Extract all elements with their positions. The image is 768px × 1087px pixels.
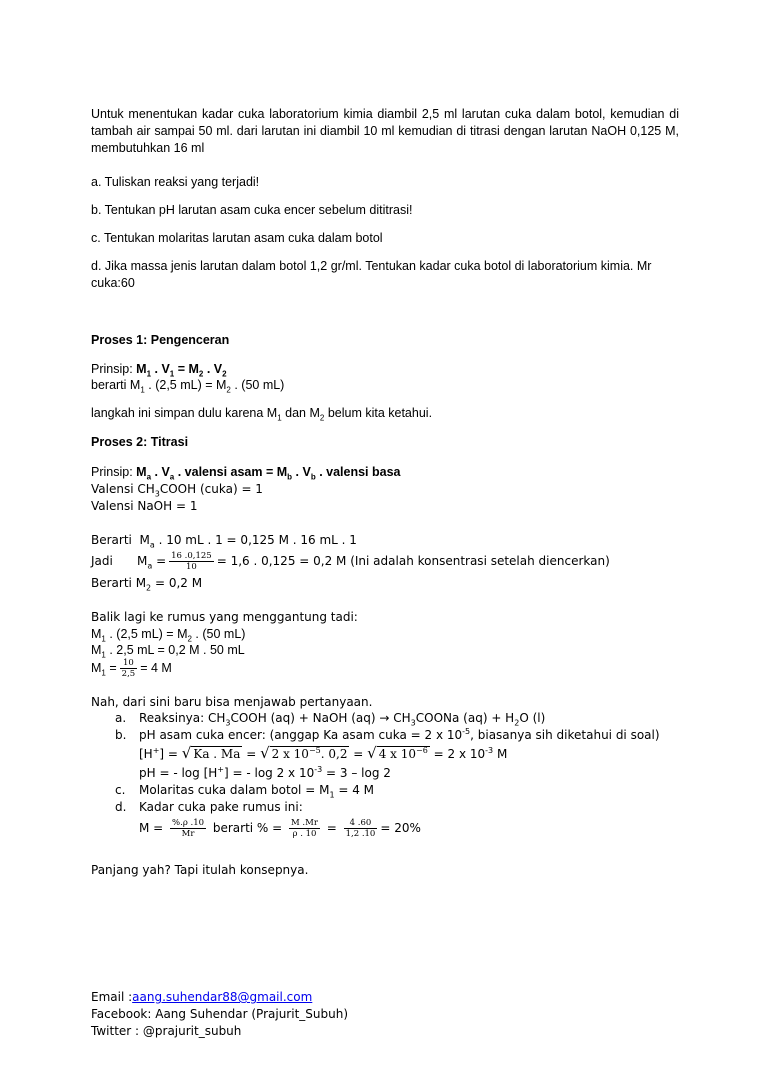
jawab-d-formula: M = $\frac{\%.\rho .10}{Mr}$ berarti % = $\frac{M .Mr}{\rho . 10}$ = $\frac{4 .60}{1,2 .10}$ = 20% (139, 818, 421, 839)
balik-line1: $M_1$ . (2,5 $mL) = M_2$ . (50 mL) (91, 627, 246, 644)
jawab-d: d. Kadar cuka pake rumus ini: (115, 800, 303, 814)
footer-email: Email :aang.suhendar88@gmail.com (91, 990, 313, 1004)
footer-facebook: Facebook: Aang Suhendar (Prajurit_Subuh) (91, 1007, 349, 1021)
proses2-prinsip: Prinsip: $M_a$ . $V_a$ . valensi asam = $M_b$ . $V_b$ . valensi basa (91, 465, 401, 482)
question-d: d. Jika massa jenis larutan dalam botol 1,2 gr/ml. Tentukan kadar cuka botol di laboratorium kimia. Mr cuka:60 (91, 259, 652, 290)
titrasi-jadi: Jadi $M_a$ = $\frac{16 .0,125}{10}$ = 1,6 . 0,125 = 0,2 M (Ini adalah konsentrasi setelah diencerkan) (91, 551, 610, 572)
question-a: a. Tuliskan reaksi yang terjadi! (91, 175, 260, 189)
jawab-c: c. Molaritas cuka dalam botol = $M_1 = 4$ M (115, 783, 375, 800)
jawab-b: b. pH asam cuka encer: (anggap Ka asam cuka = 2 x $10^{-5}$, biasanya sih diketahui di soal) (115, 727, 660, 742)
question-b: b. Tentukan pH larutan asam cuka encer sebelum dititrasi! (91, 203, 413, 217)
balik-line3: $M_1$ = $\frac{10}{2,5}$ = 4 M (91, 658, 172, 680)
valensi-cuka: Valensi $CH_3COOH$ (cuka) = 1 (91, 482, 263, 499)
proses1-berarti: berarti $M_1$ . (2,5 $mL) = M_2$ . (50 mL) (91, 378, 285, 395)
closing-text: Panjang yah? Tapi itulah konsepnya. (91, 863, 309, 877)
jawab-b-ph: pH = - log [H+] = - log 2 x $10^{-3} = 3 - \log 2$ (139, 765, 391, 780)
jawab-a: a. Reaksinya: $CH_3COOH$ (aq) + NaOH $(aq) \to CH_3COONa$ $(aq) + H_2O$ (l) (115, 711, 546, 728)
jawab-intro: Nah, dari sini baru bisa menjawab pertanyaan. (91, 695, 373, 709)
balik-intro: Balik lagi ke rumus yang menggantung tadi: (91, 610, 358, 624)
email-link[interactable]: aang.suhendar88@gmail.com (132, 990, 313, 1004)
footer-twitter: Twitter : @prajurit_subuh (91, 1024, 242, 1038)
jawab-b-h-ion: [H+] = √ Ka . Ma = √ 2 x $10^{-5}$. 0,2 = √ 4 x $10^{-6} = 2$ x $10^{-3}$ M (139, 744, 508, 762)
problem-intro: Untuk menentukan kadar cuka laboratorium kimia diambil 2,5 ml larutan cuka dalam botol, kemudian di tambah air sampai 50 ml. dari larutan ini diambil 10 ml kemudian di titrasi dengan larutan NaOH 0,125 M, membutuhkan 16 ml (91, 107, 679, 155)
proses2-heading: Proses 2: Titrasi (91, 435, 189, 449)
balik-line2: $M_1$ . 2,5 mL = 0,2 M . 50 mL (91, 643, 245, 660)
proses1-prinsip: Prinsip: $M_1$ . $V_1 = M_2$ . $V_2$ (91, 362, 227, 379)
proses1-note: langkah ini simpan dulu karena $M_1$ dan $M_2$ belum kita ketahui. (91, 406, 433, 423)
valensi-naoh: Valensi NaOH = 1 (91, 499, 198, 513)
proses1-heading: Proses 1: Pengenceran (91, 333, 230, 347)
titrasi-berarti-m2: Berarti $M_2 = 0,2$ M (91, 576, 203, 593)
question-c: c. Tentukan molaritas larutan asam cuka dalam botol (91, 231, 383, 245)
titrasi-berarti: Berarti $M_a$ . 10 mL . 1 = 0,125 M . 16 mL . 1 (91, 533, 357, 550)
